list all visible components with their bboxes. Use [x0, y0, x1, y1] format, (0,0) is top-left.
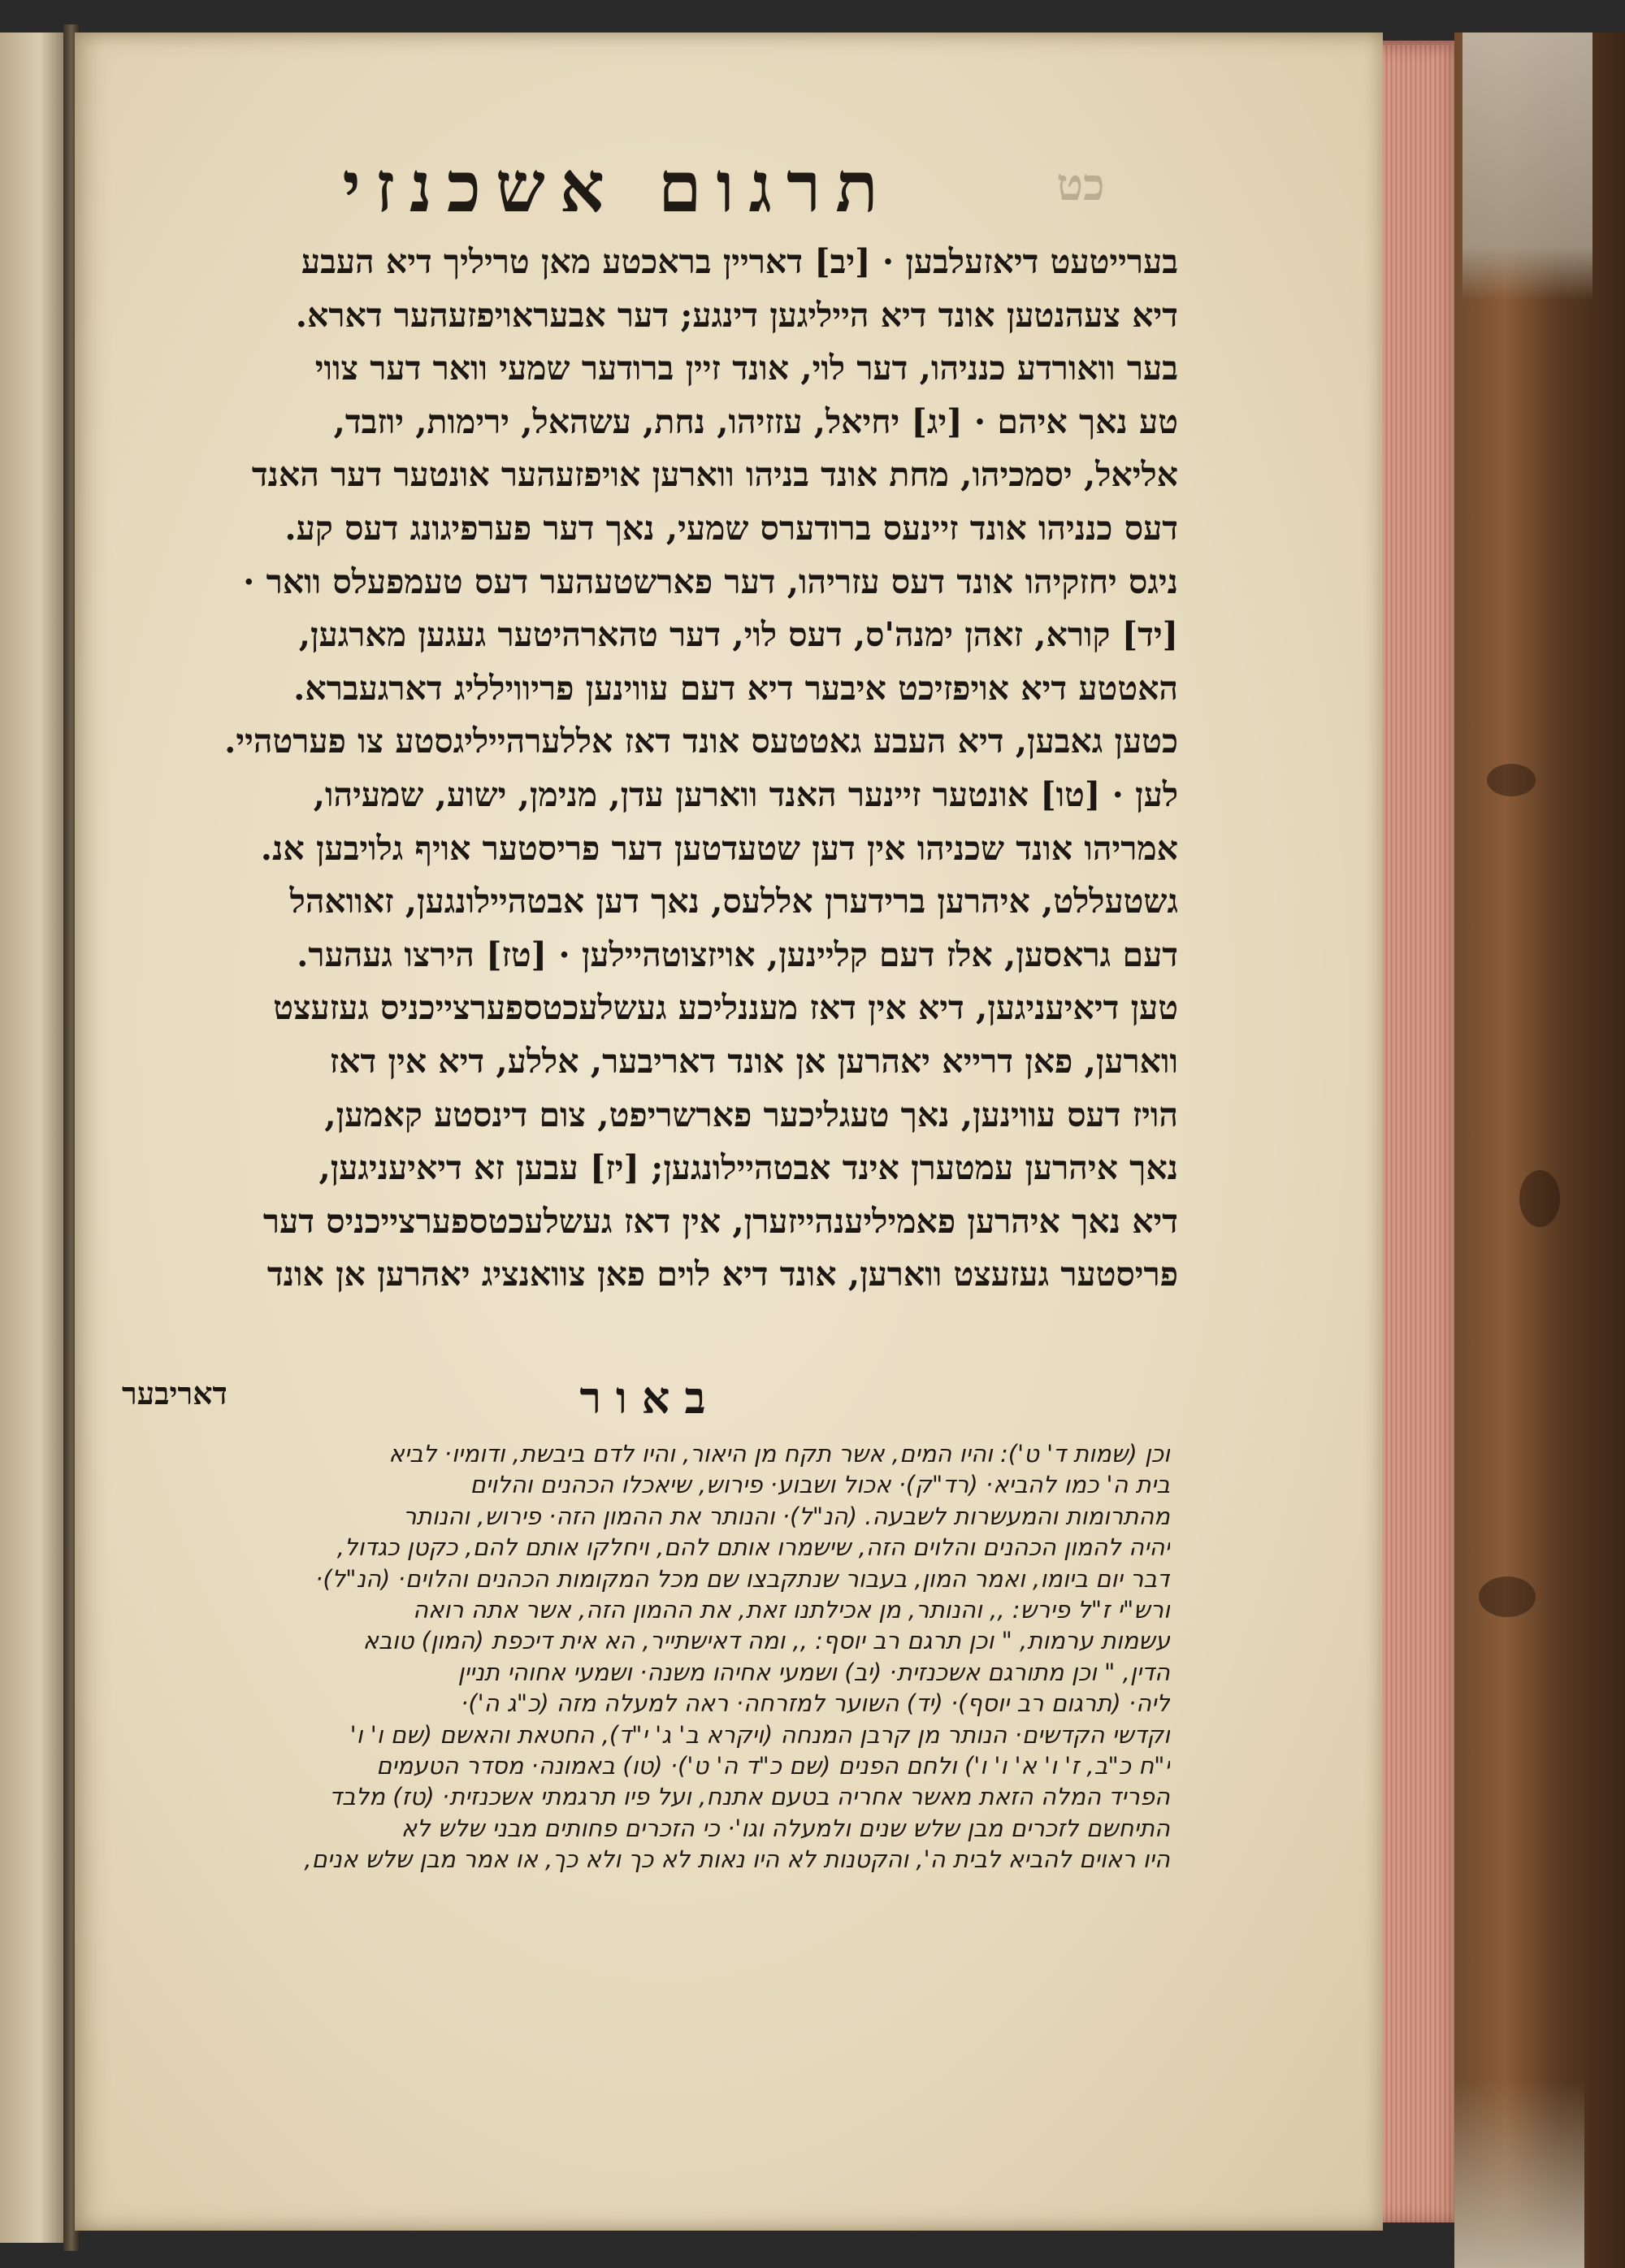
commentary-line: דבר יום ביומו, ואמר המון, בעבור שנתקבצו שם מכל המקומות הכהנים והלוים· (הנ"ל)· [315, 1564, 1170, 1593]
main-text-line: טע נאך איהם · [יג] יחיאל, עזזיהו, נחת, עשהאל, ירימות, יוזבד, [333, 401, 1178, 441]
main-text-line: דעם גראסען, אלז דעם קליינען, אויזצוטהיילען · [טז] הירצו געהער. [297, 935, 1178, 974]
main-text-line: דיא נאך איהרען פאמיליענהייזערן, אין דאז געשלעכטספערצייכניס דער [262, 1201, 1178, 1241]
main-text-line: נאך איהרען עמטערן אינד אבטהיילונגען; [יז] עבען זא דיאיעניגען, [318, 1148, 1178, 1188]
section-footer [122, 1372, 1178, 1429]
main-text-line: אליאל, יסמכיהו, מחת אונד בניהו ווארען אויפזעהער אונטער דער האנד [251, 455, 1178, 495]
facing-page-edge [0, 33, 67, 2243]
catchword: דאריבער [122, 1375, 228, 1412]
main-text-line: דעס כנניהו אונד זיינעס ברודערס שמעי, נאך דער פערפיגונג דעס קע. [284, 508, 1178, 548]
commentary-line: מהתרומות והמעשרות לשבעה. (הנ"ל)· והנותר את ההמון הזה· פירוש, והנותר [403, 1502, 1170, 1530]
worn-cover-corner [1462, 33, 1592, 301]
book-cover [1454, 33, 1625, 2268]
main-text-line: [יד] קורא, זאהן ימנה'ס, דעס לוי, דער טהארהיטער געגען מארגען, [298, 615, 1178, 655]
main-text-block [114, 236, 1178, 1357]
running-title: תרגום אשכנזי [342, 146, 893, 228]
main-text-line: גשטעללט, איהרען ברידערן אללעס, נאך דען אבטהיילונגען, זאוואהל [289, 882, 1178, 922]
main-text-line: בערייטעט דיאזעלבען · [יב] דאריין בראכטע מאן טריליך דיא העבע [301, 242, 1178, 281]
main-text-line: האטטע דיא אויפזיכט איבער דיא דעם עווינען פריווילליג דארגעברא. [293, 668, 1178, 708]
commentary-line: ליה· (תרגום רב יוסף)· (יד) השוער למזרחה· ראה למעלה מזה (כ"ג ה')· [461, 1689, 1170, 1718]
commentary-line: בית ה' כמו להביא· (רד"ק)· אכול ושבוע· פירוש, שיאכלו הכהנים והלוים [470, 1471, 1170, 1499]
worn-cover-bottom [1454, 2080, 1584, 2268]
section-heading: באור [579, 1372, 721, 1424]
commentary-line: וכן (שמות ד' ט'): והיו המים, אשר תקח מן היאור, והיו לדם ביבשת, ודומיו· לביא [388, 1440, 1170, 1468]
main-text-line: אמריהו אונד שכניהו אין דען שטעדטען דער פריסטער אויף גלויבען אנ. [260, 828, 1178, 868]
page-number: כט [1056, 158, 1105, 210]
commentary-line: היו ראוים להביא לבית ה', והקטנות לא היו נאות לא כך ולא כך, או אמר מבן שלש אנים, [304, 1845, 1170, 1874]
main-text-line: ווארען, פאן דרייא יאהרען אן אונד דאריבער, אללע, דיא אין דאז [329, 1041, 1178, 1081]
commentary-block [98, 1438, 1170, 1958]
main-text-line: פריסטער געזעצט ווארען, אונד דיא לוים פאן צוואנציג יאהרען אן אונד [266, 1255, 1178, 1294]
main-text-line: לען · [טו] אונטער זיינער האנד ווארען עדן, מנימן, ישוע, שמעיהו, [313, 774, 1178, 814]
main-text-line: ניגס יחזקיהו אונד דעס עזריהו, דער פארשטעהער דעס טעמפעלס וואר · [243, 562, 1178, 601]
commentary-line: ורש"י ז"ל פירש: ,, והנותר, מן אכילתנו זאת, את ההמון הזה, אשר אתה רואה [413, 1595, 1170, 1624]
commentary-line: הפריד המלה הזאת מאשר אחריה בטעם אתנח, ועל פיו תרגמתי אשכנזית· (טז) מלבד [329, 1783, 1170, 1811]
main-text-line: טען דיאיעניגען, דיא אין דאז מעננליכע געשלעכטספערצייכניס געזעצט [273, 988, 1178, 1028]
commentary-line: התיחשם לזכרים מבן שלש שנים ולמעלה וגו'· כי הזכרים פחותים מבני שלש לא [401, 1814, 1170, 1842]
commentary-line: י"ח כ"ב, ז' ו' א' ו' ו') ולחם הפנים (שם כ"ד ה' ט')· (טו) באמונה· מסדר הטעמים [376, 1751, 1170, 1780]
commentary-line: וקדשי הקדשים· הנותר מן קרבן המנחה (ויקרא ב' ג' י"ד), החטאת והאשם (שם ו' ו' [349, 1720, 1170, 1749]
commentary-line: הדין, " וכן מתורגם אשכנזית· (יב) ושמעי אחיהו משנה· ושמעי אחוהי תניין [457, 1658, 1170, 1686]
main-text-line: כטען גאבען, דיא העבע גאטטעס אונד דאז אללערהייליגסטע צו פערטהיי. [224, 722, 1178, 761]
main-text-line: דיא צעהנטען אונד דיא הייליגען דינגע; דער אבעראויפזעהער דארא. [295, 295, 1178, 335]
main-text-line: בער וואורדע כנניהו, דער לוי, אונד זיין ברודער שמעי וואר דער צווי [314, 349, 1178, 388]
commentary-line: עשמות ערמות, " וכן תרגם רב יוסף: ,, ומה דאישתייר, הא אית דיכפת (המון) טובא [362, 1627, 1170, 1655]
commentary-line: יהיה להמון הכהנים והלוים הזה, שישמרו אותם להם, ויחלקו אותם להם, כקטן כגדול, [336, 1533, 1170, 1562]
main-text-line: הויז דעס עווינען, נאך טעגליכער פארשריפט, צום דינסטע קאמען, [324, 1095, 1178, 1134]
